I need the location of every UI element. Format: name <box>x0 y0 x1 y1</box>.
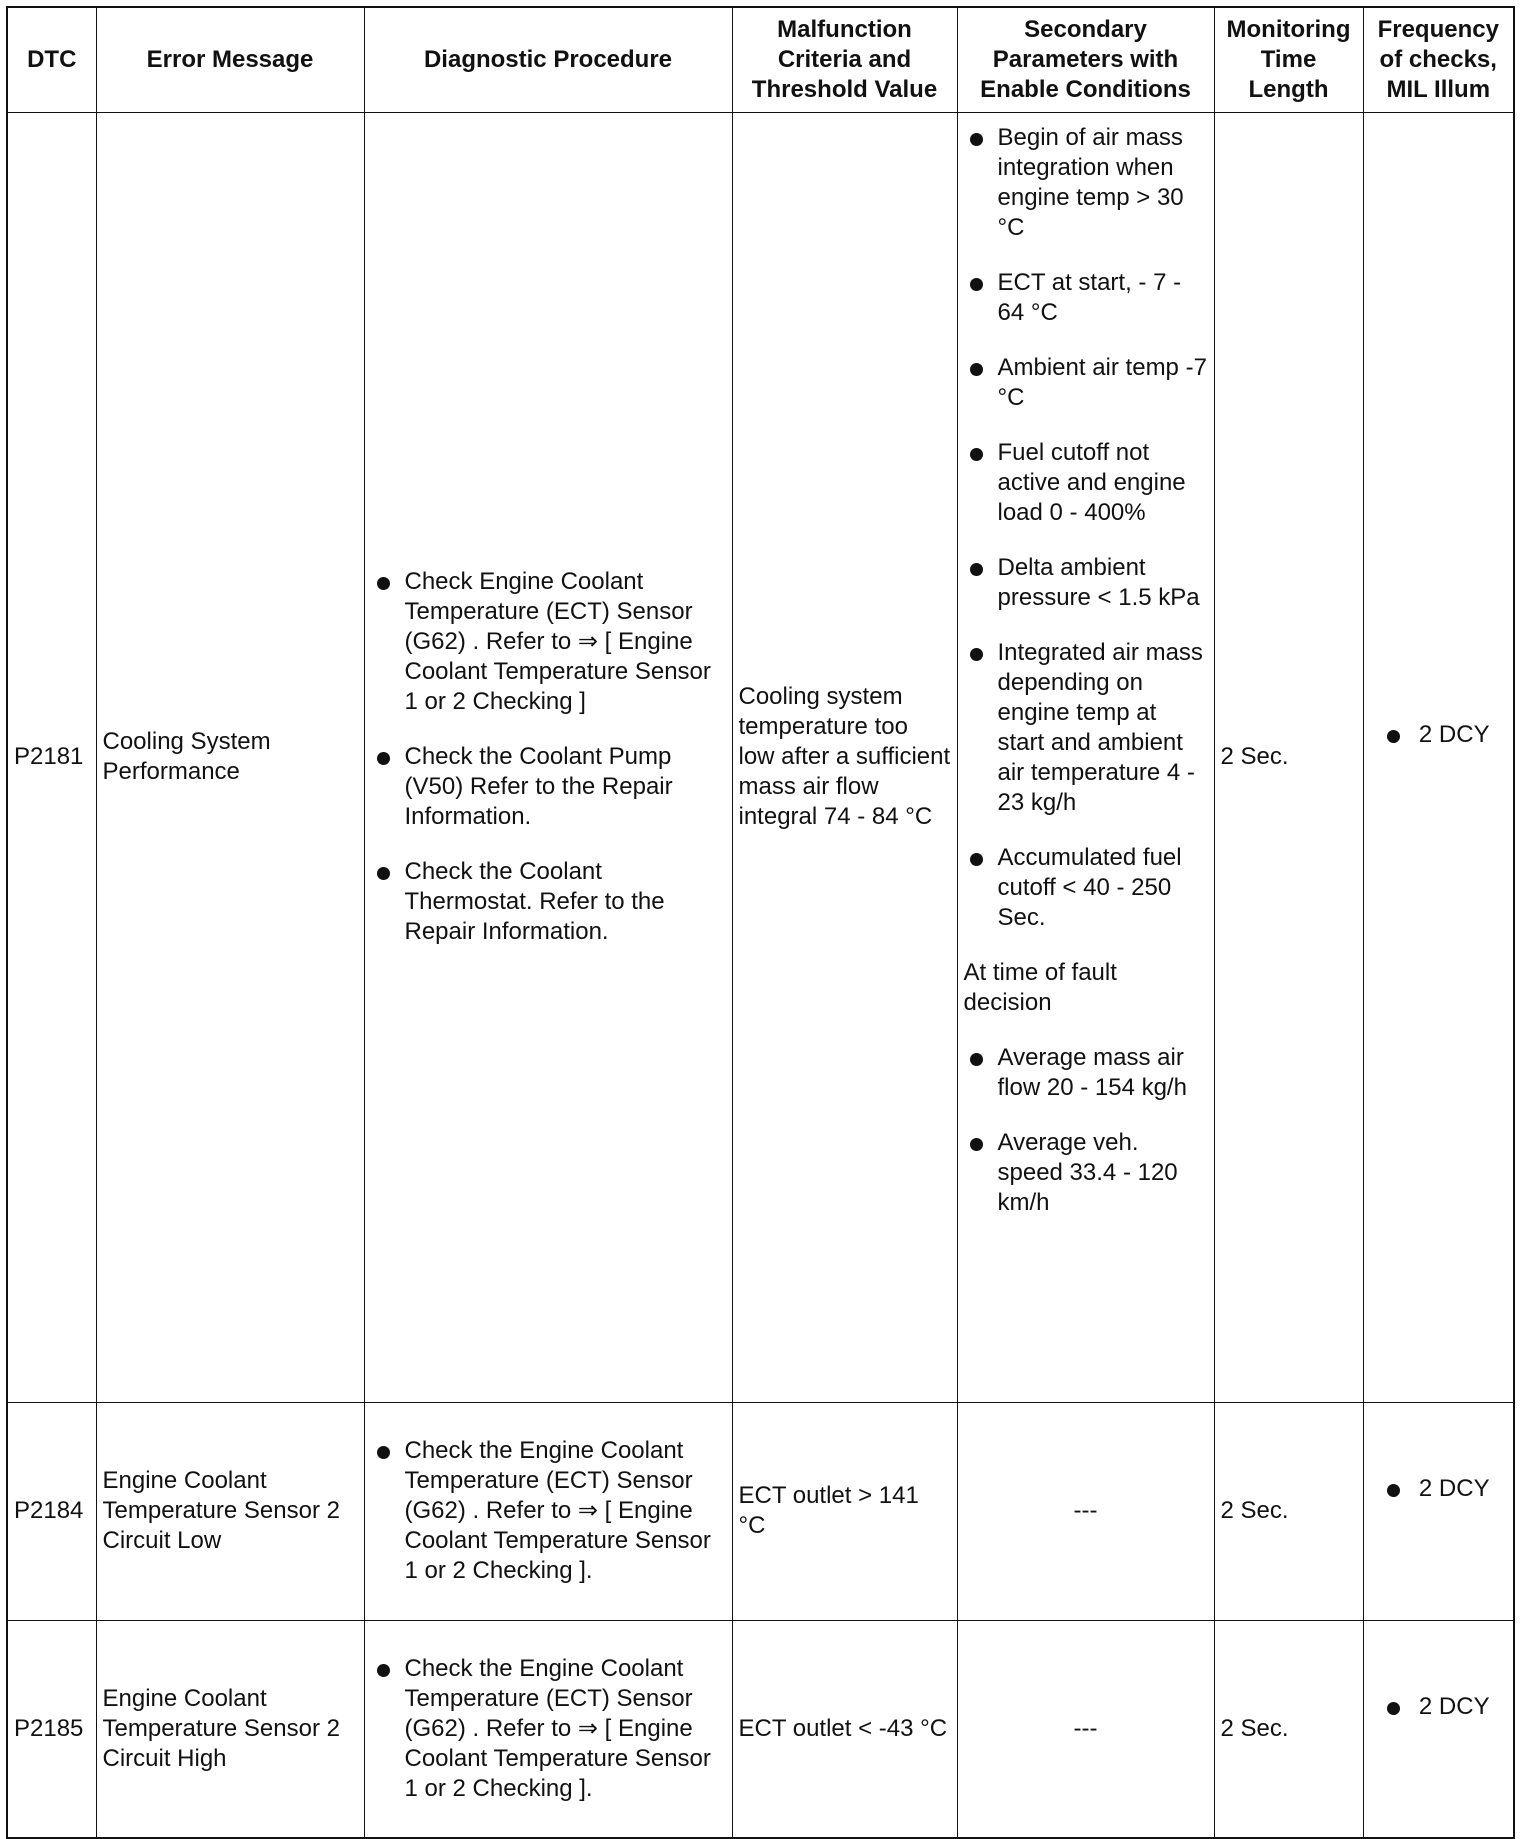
dtc-code: P2181 <box>7 112 96 1402</box>
secondary-item: Begin of air mass integration when engine temp > 30 °C <box>964 123 1208 243</box>
table-row <box>7 1620 1514 1838</box>
monitoring-time: 2 Sec. <box>1214 1620 1363 1838</box>
procedure-list <box>371 1654 726 1804</box>
monitoring-time: 2 Sec. <box>1214 1402 1363 1620</box>
secondary-parameters: --- <box>957 1620 1214 1838</box>
procedure-item: Check the Coolant Thermostat. Refer to the Repair Information. <box>371 857 726 947</box>
procedure-list <box>371 567 726 947</box>
malfunction-criteria: ECT outlet > 141 °C <box>732 1402 957 1620</box>
secondary-item: Accumulated fuel cutoff < 40 - 250 Sec. <box>964 843 1208 933</box>
header-monitoring-time: Monitoring Time Length <box>1214 7 1363 112</box>
table-row <box>7 112 1514 1402</box>
procedure-list <box>371 1436 726 1586</box>
header-malfunction-criteria: Malfunction Criteria and Threshold Value <box>732 7 957 112</box>
diagnostic-procedure <box>364 1402 732 1620</box>
procedure-item: Check the Engine Coolant Temperature (ECT) Sensor (G62) . Refer to ⇒ [ Engine Coolant Temperature Sensor 1 or 2 Checking ]. <box>371 1654 726 1804</box>
secondary-item: Delta ambient pressure < 1.5 kPa <box>964 553 1208 613</box>
error-message: Engine Coolant Temperature Sensor 2 Circuit High <box>96 1620 364 1838</box>
secondary-item: ECT at start, - 7 - 64 °C <box>964 268 1208 328</box>
header-secondary-parameters: Secondary Parameters with Enable Conditions <box>957 7 1214 112</box>
secondary-parameters: --- <box>957 1402 1214 1620</box>
frequency-cell <box>1363 1402 1514 1620</box>
procedure-item: Check Engine Coolant Temperature (ECT) Sensor (G62) . Refer to ⇒ [ Engine Coolant Temperature Sensor 1 or 2 Checking ] <box>371 567 726 717</box>
secondary-list <box>964 123 1208 933</box>
malfunction-criteria: ECT outlet < -43 °C <box>732 1620 957 1838</box>
dtc-table <box>6 6 1515 1839</box>
frequency-cell <box>1363 1620 1514 1838</box>
error-message: Cooling System Performance <box>96 112 364 1402</box>
secondary-list-after <box>964 1043 1208 1218</box>
diagnostic-procedure <box>364 112 732 1402</box>
secondary-item: Average veh. speed 33.4 - 120 km/h <box>964 1128 1208 1218</box>
procedure-item: Check the Engine Coolant Temperature (ECT) Sensor (G62) . Refer to ⇒ [ Engine Coolant Temperature Sensor 1 or 2 Checking ]. <box>371 1436 726 1586</box>
monitoring-time: 2 Sec. <box>1214 112 1363 1402</box>
header-diagnostic-procedure: Diagnostic Procedure <box>364 7 732 112</box>
diagnostic-procedure <box>364 1620 732 1838</box>
frequency-value: 2 DCY <box>1387 1474 1490 1504</box>
frequency-value: 2 DCY <box>1387 1692 1490 1722</box>
header-error-message: Error Message <box>96 7 364 112</box>
secondary-parameters <box>957 112 1214 1402</box>
error-message: Engine Coolant Temperature Sensor 2 Circuit Low <box>96 1402 364 1620</box>
secondary-item: Ambient air temp -7 °C <box>964 353 1208 413</box>
secondary-note: At time of fault decision <box>963 958 1117 1016</box>
secondary-item: Integrated air mass depending on engine temp at start and ambient air temperature 4 - 23 kg/h <box>964 638 1208 818</box>
secondary-item: Fuel cutoff not active and engine load 0 - 400% <box>964 438 1208 528</box>
procedure-item: Check the Coolant Pump (V50) Refer to the Repair Information. <box>371 742 726 832</box>
frequency-cell <box>1363 112 1514 1402</box>
header-row <box>7 7 1514 112</box>
header-frequency: Frequency of checks, MIL Illum <box>1363 7 1514 112</box>
table-row <box>7 1402 1514 1620</box>
malfunction-criteria: Cooling system temperature too low after a sufficient mass air flow integral 74 - 84 °C <box>732 112 957 1402</box>
frequency-value: 2 DCY <box>1387 720 1490 750</box>
header-dtc: DTC <box>7 7 96 112</box>
secondary-item: Average mass air flow 20 - 154 kg/h <box>964 1043 1208 1103</box>
dtc-code: P2184 <box>7 1402 96 1620</box>
dtc-code: P2185 <box>7 1620 96 1838</box>
